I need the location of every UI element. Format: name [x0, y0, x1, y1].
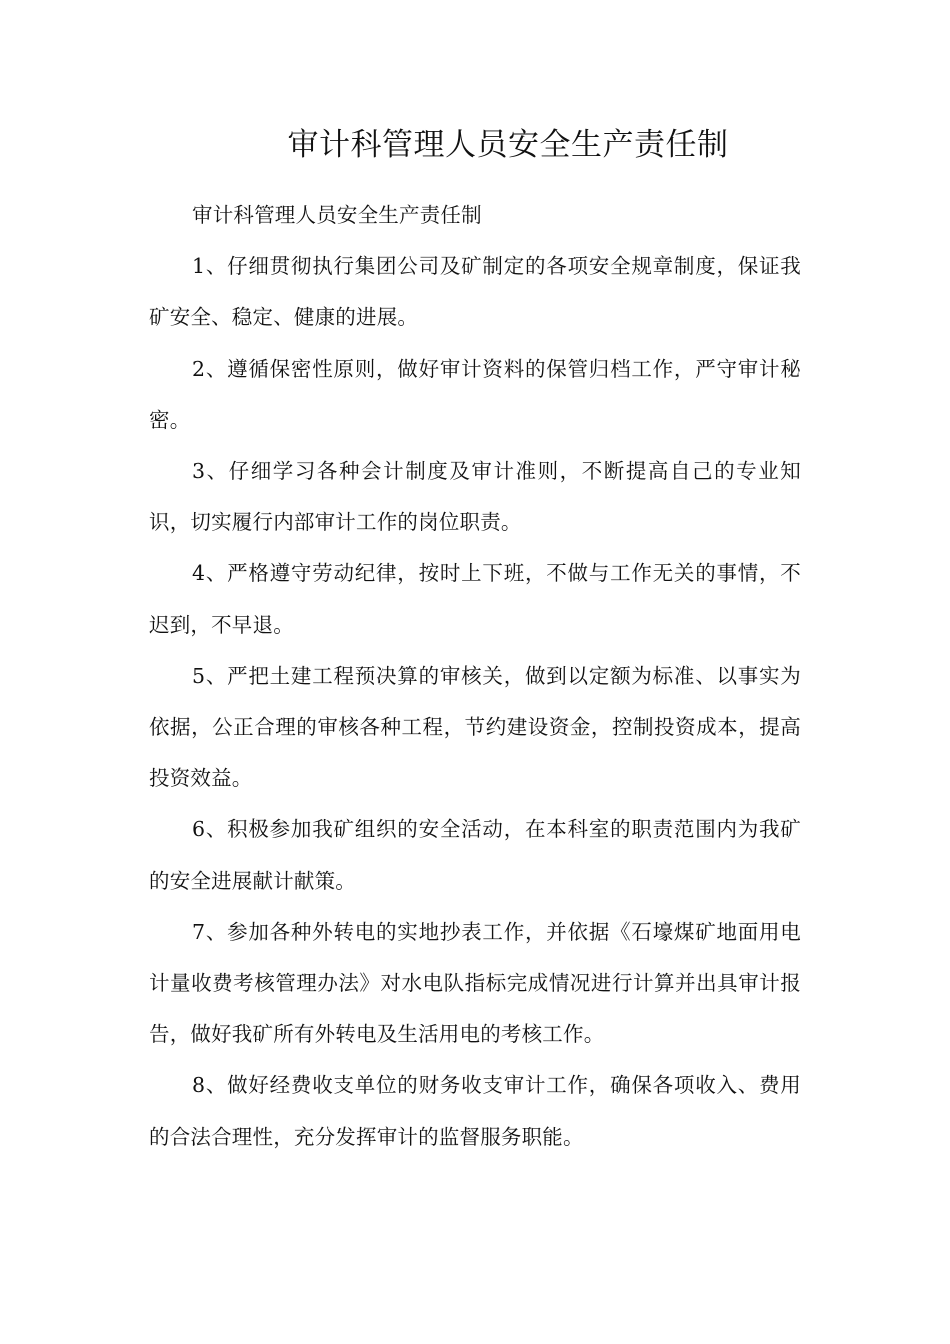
clause-8: 8、做好经费收支单位的财务收支审计工作，确保各项收入、费用的合法合理性，充分发挥审计的监督服务职能。 [149, 1073, 801, 1149]
clause-2: 2、遵循保密性原则，做好审计资料的保管归档工作，严守审计秘密。 [149, 356, 801, 432]
document-title: 审计科管理人员安全生产责任制 [287, 127, 729, 163]
document-subtitle: 审计科管理人员安全生产责任制 [192, 203, 482, 227]
clause-6: 6、积极参加我矿组织的安全活动，在本科室的职责范围内为我矿的安全进展献计献策。 [149, 817, 801, 893]
document-body [149, 190, 801, 1163]
clause-5: 5、严把土建工程预决算的审核关，做到以定额为标准、以事实为依据，公正合理的审核各种工程，节约建设资金，控制投资成本，提高投资效益。 [149, 663, 801, 791]
clause-1: 1、仔细贯彻执行集团公司及矿制定的各项安全规章制度，保证我矿安全、稳定、健康的进展。 [149, 254, 801, 330]
clause-4: 4、严格遵守劳动纪律，按时上下班，不做与工作无关的事情，不迟到，不早退。 [149, 561, 801, 637]
clause-7: 7、参加各种外转电的实地抄表工作，并依据《石壕煤矿地面用电计量收费考核管理办法》对水电队指标完成情况进行计算并出具审计报告，做好我矿所有外转电及生活用电的考核工作。 [149, 919, 801, 1047]
clause-3: 3、仔细学习各种会计制度及审计准则，不断提高自己的专业知识，切实履行内部审计工作的岗位职责。 [149, 459, 801, 535]
